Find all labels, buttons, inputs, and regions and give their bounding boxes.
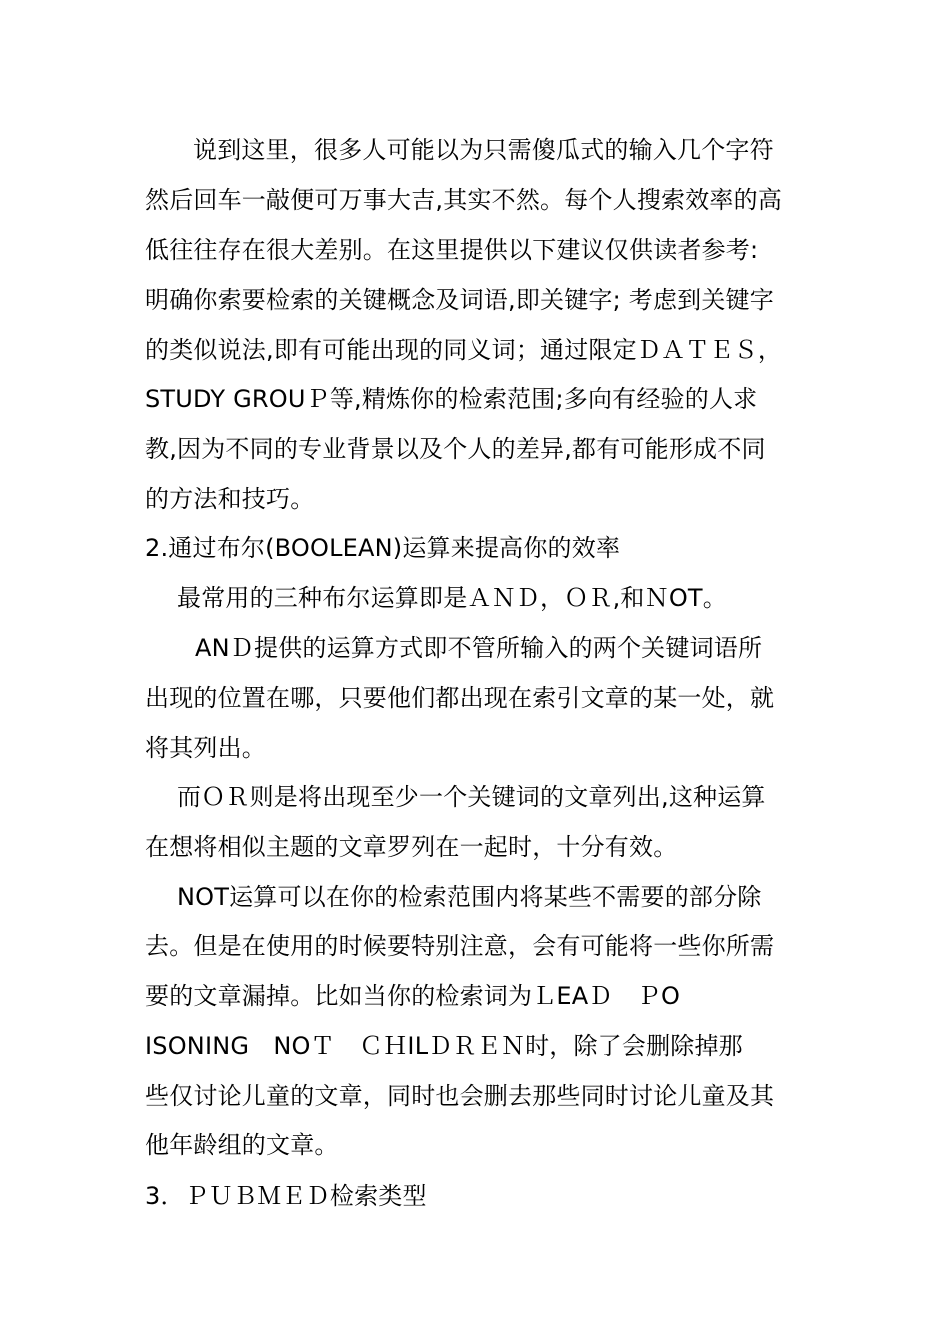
paragraph-line: ANＤ提供的运算方式即不管所输入的两个关键词语所 [195,634,763,662]
paragraph-line: 教,因为不同的专业背景以及个人的差异,都有可能形成不同 [145,435,766,463]
paragraph-line: 些仅讨论儿童的文章，同时也会删去那些同时讨论儿童及其 [145,1082,775,1110]
paragraph-line: 明确你索要检索的关键概念及词语,即关键字; 考虑到关键字 [145,286,774,314]
paragraph-line: 出现的位置在哪，只要他们都出现在索引文章的某一处，就 [145,684,775,712]
section-heading: 3．ＰＵＢＭＥＤ检索类型 [145,1182,427,1210]
paragraph-line: 然后回车一敲便可万事大吉,其实不然。每个人搜索效率的高 [145,186,783,214]
paragraph-line: 低往往存在很大差别。在这里提供以下建议仅供读者参考: [145,236,759,264]
section-heading: 2.通过布尔(BOOLEAN)运算来提高你的效率 [145,534,621,562]
paragraph-line: 他年龄组的文章。 [145,1131,339,1159]
paragraph-line: 的类似说法,即有可能出现的同义词；通过限定ＤＡＴＥＳ， [145,336,783,364]
paragraph-line: 在想将相似主题的文章罗列在一起时，十分有效。 [145,833,678,861]
paragraph-line: ISONING NOＴ ＣＨILＤＲＥＮ时，除了会删除掉那 [145,1032,743,1060]
paragraph-line: 说到这里，很多人可能以为只需傻瓜式的输入几个字符 [193,136,774,164]
paragraph-line: 最常用的三种布尔运算即是ＡＮＤ，ＯＲ,和ＮOT。 [177,584,727,612]
paragraph-line: 的方法和技巧。 [145,485,315,513]
paragraph-line: 而ＯＲ则是将出现至少一个关键词的文章列出,这种运算 [177,783,766,811]
paragraph-line: 将其列出。 [145,734,266,762]
paragraph-line: 去。但是在使用的时候要特别注意，会有可能将一些你所需 [145,932,775,960]
paragraph-line: STUDY GROUＰ等,精炼你的检索范围;多向有经验的人求 [145,385,758,413]
paragraph-line: NOT运算可以在你的检索范围内将某些不需要的部分除 [177,883,762,911]
paragraph-line: 要的文章漏掉。比如当你的检索词为ＬEAＤ ＰO [145,982,681,1010]
